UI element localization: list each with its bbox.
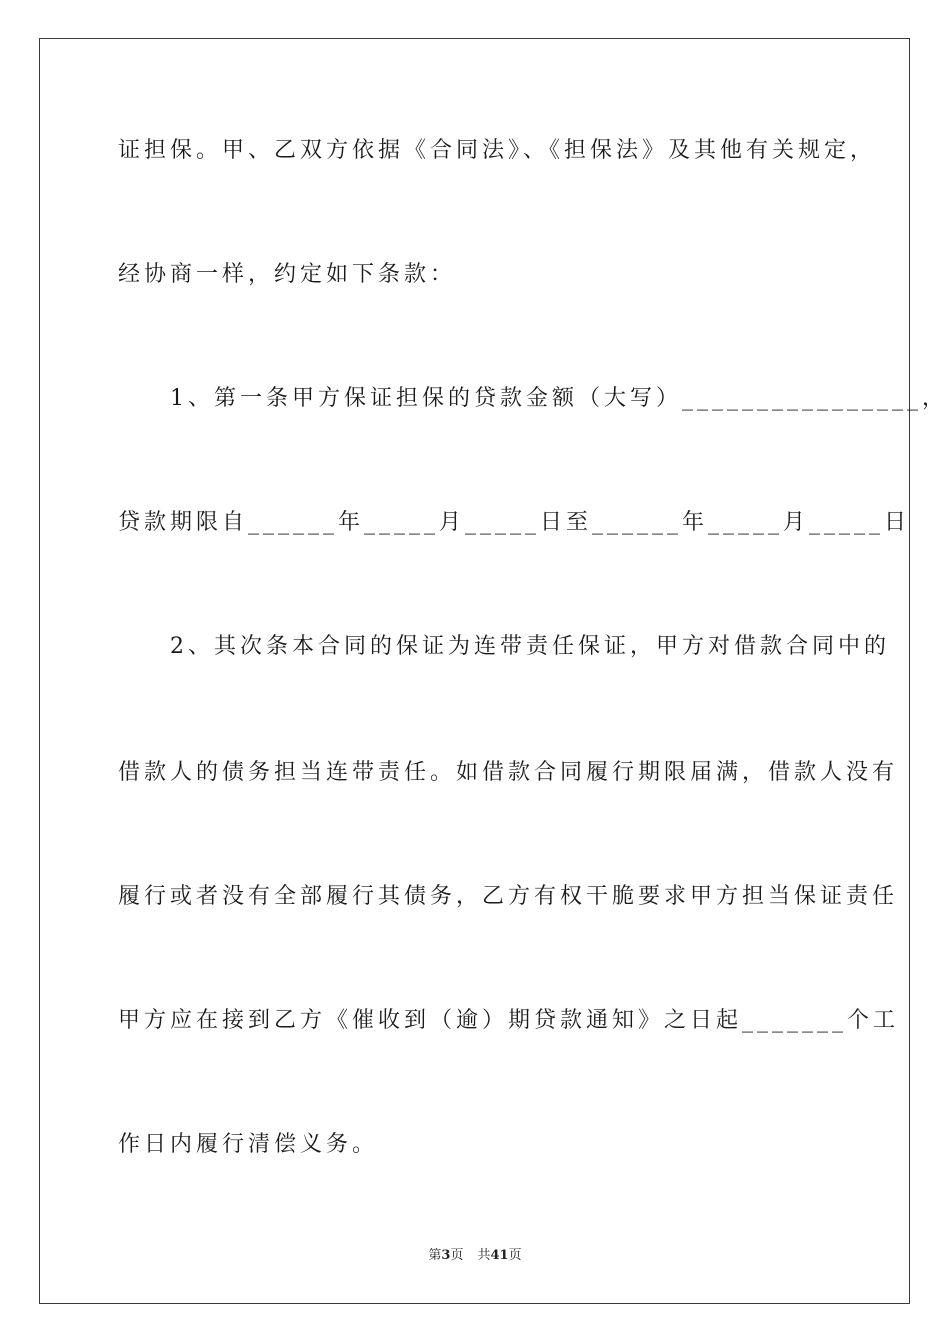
text-line-5: 2、其次条本合同的保证为连带责任保证，甲方对借款合同中的 — [118, 634, 890, 659]
text-line-4: 贷款期限自______年_____月_____日至______年_____月_____日 — [118, 510, 911, 535]
page-footer — [0, 1244, 950, 1263]
text-line-7: 履行或者没有全部履行其债务，乙方有权干脆要求甲方担当保证责任 — [118, 884, 899, 909]
text-line-8: 甲方应在接到乙方《催收到（逾）期贷款通知》之日起_______个工 — [118, 1008, 900, 1033]
text-line-6: 借款人的债务担当连带责任。如借款合同履行期限届满，借款人没有 — [118, 760, 899, 785]
text-line-9: 作日内履行清偿义务。 — [118, 1132, 379, 1157]
text-line-1: 证担保。甲、乙双方依据《合同法》、《担保法》及其他有关规定， — [118, 138, 877, 163]
text-line-3: 1、第一条甲方保证担保的贷款金额（大写）________________， — [118, 386, 948, 411]
page-number: 3 — [441, 1248, 451, 1263]
page-prefix: 第 — [428, 1248, 442, 1263]
page-suffix: 页 — [450, 1248, 464, 1263]
text-line-2: 经协商一样，约定如下条款： — [118, 262, 457, 287]
total-suffix: 页 — [508, 1248, 522, 1263]
total-pages: 41 — [490, 1248, 509, 1263]
page-border — [39, 38, 910, 1304]
total-prefix: 共 — [477, 1248, 491, 1263]
